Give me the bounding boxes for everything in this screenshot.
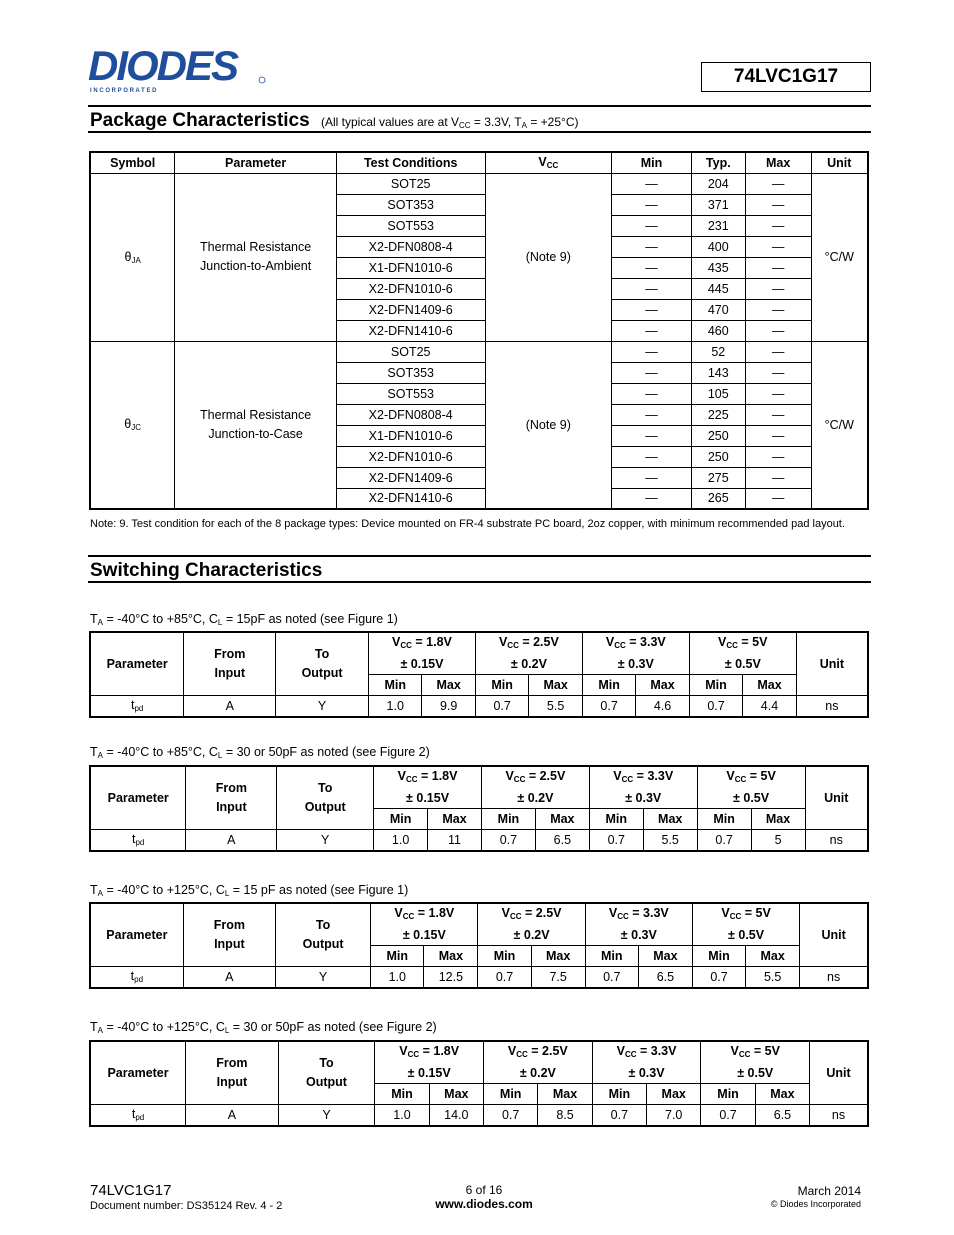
footer-date: March 2014 [797,1184,861,1198]
package-table-header [90,152,868,173]
col-test-conditions: Test Conditions [336,152,485,173]
value-cell: 4.4 [743,696,796,717]
max-cell: — [745,194,811,215]
max-cell: — [745,173,811,194]
min-cell: — [612,488,692,509]
col-max: Max [429,1084,483,1105]
test-condition-cell: X2-DFN0808-4 [336,236,485,257]
unit-cell: ns [800,967,868,988]
col-unit: Unit [805,766,868,830]
max-cell: — [745,341,811,362]
unit-cell: °C/W [811,341,868,509]
value-cell: 12.5 [424,967,478,988]
typ-cell: 231 [691,215,745,236]
unit-cell: ns [805,830,868,851]
col-vcc-group: $V_{CC} = 3.3V$ ± 0.3V [589,766,697,809]
col-vcc-group: $V_{CC} = 5V$ ± 0.5V [697,766,805,809]
value-cell: 6.5 [535,830,589,851]
max-cell: — [745,446,811,467]
min-cell: — [612,257,692,278]
typ-cell: 275 [691,467,745,488]
switching-section-title: Switching Characteristics [90,560,323,581]
value-cell: 5.5 [529,696,582,717]
col-vcc-group: $V_{CC} = 3.3V$ ± 0.3V [592,1041,701,1084]
value-cell: 0.7 [481,830,535,851]
switching-title-rule [88,581,871,583]
col-max: Max [424,946,478,967]
switching-header-row [90,766,868,809]
svg-text:DIODES: DIODES [88,46,238,89]
from-cell: A [184,696,276,717]
value-cell: 1.0 [368,696,421,717]
header-rule [88,105,871,107]
max-cell: — [745,488,811,509]
col-min: Min [697,809,751,830]
typ-cell: 400 [691,236,745,257]
typ-cell: 105 [691,383,745,404]
test-condition-cell: X2-DFN0808-4 [336,404,485,425]
max-cell: — [745,257,811,278]
test-condition-cell: X1-DFN1010-6 [336,257,485,278]
value-cell: 4.6 [636,696,689,717]
switching-table [89,902,869,989]
min-cell: — [612,173,692,194]
to-cell: Y [276,696,369,717]
col-parameter: Parameter [175,152,337,173]
col-min: Min [582,675,635,696]
col-max: Max [422,675,475,696]
max-cell: — [745,278,811,299]
value-cell: 5.5 [746,967,800,988]
col-symbol: Symbol [90,152,175,173]
col-max: Max [638,946,692,967]
col-unit: Unit [800,903,868,967]
col-parameter: Parameter [90,903,183,967]
value-cell: 7.0 [647,1105,701,1126]
min-cell: — [612,425,692,446]
col-max: Max [751,809,805,830]
value-cell: 0.7 [701,1105,755,1126]
switching-condition: $T_A = -40^\circ C$ to +125°C, $C_L = 15$ pF as noted (see Figure 1) [90,883,409,898]
col-vcc-group: $V_{CC} = 3.3V$ ± 0.3V [585,903,692,946]
package-table [89,151,869,510]
max-cell: — [745,362,811,383]
max-cell: — [745,467,811,488]
max-cell: — [745,404,811,425]
typ-cell: 371 [691,194,745,215]
col-max: Max [428,809,482,830]
test-condition-cell: SOT553 [336,383,485,404]
test-condition-cell: X2-DFN1410-6 [336,320,485,341]
col-min: Min [478,946,531,967]
to-cell: Y [278,1105,375,1126]
typ-cell: 265 [691,488,745,509]
col-unit: Unit [796,632,868,696]
typ-cell: 143 [691,362,745,383]
value-cell: 14.0 [429,1105,483,1126]
col-min: Min [612,152,692,173]
col-vcc-group: $V_{CC} = 1.8V$ ± 0.15V [374,766,482,809]
col-parameter: Parameter [90,632,184,696]
value-cell: 0.7 [697,830,751,851]
test-condition-cell: SOT553 [336,215,485,236]
parameter-cell: $t_{pd}$ [90,967,183,988]
col-vcc: $V_{CC}$ [485,152,612,173]
package-subtitle: (All typical values are at $V_{CC} = 3.3V$, $T_A = +25^\circ C$) [320,115,579,130]
min-cell: — [612,194,692,215]
col-typ: Typ. [691,152,745,173]
min-cell: — [612,278,692,299]
footer-doc-number: Document number: DS35124 Rev. 4 - 2 [90,1200,283,1212]
value-cell: 9.9 [422,696,475,717]
col-min: Min [374,809,428,830]
col-vcc-group: $V_{CC} = 5V$ ± 0.5V [701,1041,810,1084]
from-cell: A [183,967,275,988]
package-note: Note: 9. Test condition for each of the 8 package types: Device mounted on FR-4 substrate PC board, 2oz copper, with minimum recommended pad layout. [90,518,845,530]
col-max: Max [745,152,811,173]
col-to-output: To Output [278,1041,375,1105]
value-cell: 1.0 [374,830,428,851]
table-row [90,696,868,717]
switching-condition: $T_A = -40^\circ C$ to +125°C, $C_L = 30$ or 50pF as noted (see Figure 2) [90,1020,437,1035]
col-to-output: To Output [276,632,369,696]
vcc-cell: (Note 9) [485,341,612,509]
value-cell: 0.7 [484,1105,538,1126]
col-min: Min [481,809,535,830]
col-vcc-group: $V_{CC} = 1.8V$ ± 0.15V [371,903,478,946]
value-cell: 0.7 [585,967,638,988]
test-condition-cell: X2-DFN1409-6 [336,467,485,488]
footer-part: 74LVC1G17 [90,1182,172,1199]
parameter-cell: $t_{pd}$ [90,830,186,851]
parameter-cell: Thermal Resistance Junction-to-Ambient [175,173,337,341]
table-row [90,1105,868,1126]
col-min: Min [368,675,421,696]
col-max: Max [636,675,689,696]
table-row [90,830,868,851]
col-min: Min [484,1084,538,1105]
parameter-cell: $t_{pd}$ [90,1105,186,1126]
package-section-title: Package Characteristics (All typical values are at $V_{CC} = 3.3V$, $T_A = +25^\circ C$) [90,110,579,131]
col-max: Max [538,1084,592,1105]
value-cell: 0.7 [589,830,643,851]
part-number-box: 74LVC1G17 [701,62,871,92]
package-title-rule [88,131,871,133]
col-vcc-group: $V_{CC} = 2.5V$ ± 0.2V [478,903,585,946]
col-max: Max [643,809,697,830]
table-row [90,967,868,988]
footer-copyright: © Diodes Incorporated [770,1199,861,1209]
test-condition-cell: SOT25 [336,173,485,194]
min-cell: — [612,320,692,341]
parameter-cell: Thermal Resistance Junction-to-Case [175,341,337,509]
typ-cell: 435 [691,257,745,278]
unit-cell: ns [796,696,868,717]
max-cell: — [745,320,811,341]
value-cell: 0.7 [592,1105,646,1126]
col-max: Max [746,946,800,967]
value-cell: 6.5 [638,967,692,988]
value-cell: 0.7 [478,967,531,988]
col-vcc-group: $V_{CC} = 3.3V$ ± 0.3V [582,632,689,675]
value-cell: 5.5 [643,830,697,851]
col-min: Min [589,809,643,830]
col-min: Min [475,675,528,696]
col-max: Max [743,675,796,696]
min-cell: — [612,215,692,236]
col-vcc-group: $V_{CC} = 5V$ ± 0.5V [689,632,796,675]
value-cell: 0.7 [692,967,745,988]
test-condition-cell: X2-DFN1410-6 [336,488,485,509]
min-cell: — [612,362,692,383]
test-condition-cell: X2-DFN1010-6 [336,278,485,299]
min-cell: — [612,341,692,362]
col-to-output: To Output [277,766,374,830]
min-cell: — [612,404,692,425]
col-vcc-group: $V_{CC} = 5V$ ± 0.5V [692,903,799,946]
col-min: Min [692,946,745,967]
unit-cell: °C/W [811,173,868,341]
col-parameter: Parameter [90,1041,186,1105]
min-cell: — [612,383,692,404]
typ-cell: 225 [691,404,745,425]
test-condition-cell: X2-DFN1010-6 [336,446,485,467]
to-cell: Y [275,967,370,988]
col-unit: Unit [811,152,868,173]
test-condition-cell: SOT25 [336,341,485,362]
switching-table [89,1040,869,1127]
col-to-output: To Output [275,903,370,967]
test-condition-cell: SOT353 [336,362,485,383]
unit-cell: ns [810,1105,868,1126]
value-cell: 7.5 [531,967,585,988]
typ-cell: 470 [691,299,745,320]
switching-header-row [90,1041,868,1084]
test-condition-cell: SOT353 [336,194,485,215]
min-cell: — [612,446,692,467]
col-min: Min [592,1084,646,1105]
col-vcc-group: $V_{CC} = 2.5V$ ± 0.2V [481,766,589,809]
symbol-cell: $\theta_{JC}$ [90,341,175,509]
switching-condition: $T_A = -40^\circ C$ to +85°C, $C_L = 30$ or 50pF as noted (see Figure 2) [90,745,430,760]
parameter-cell: $t_{pd}$ [90,696,184,717]
typ-cell: 445 [691,278,745,299]
min-cell: — [612,467,692,488]
symbol-cell: $\theta_{JA}$ [90,173,175,341]
col-max: Max [755,1084,809,1105]
test-condition-cell: X2-DFN1409-6 [336,299,485,320]
col-parameter: Parameter [90,766,186,830]
max-cell: — [745,299,811,320]
value-cell: 11 [428,830,482,851]
col-max: Max [535,809,589,830]
col-from-input: From Input [184,632,276,696]
value-cell: 1.0 [375,1105,429,1126]
max-cell: — [745,425,811,446]
col-min: Min [701,1084,755,1105]
col-min: Min [585,946,638,967]
switching-table [89,631,869,718]
col-min: Min [371,946,424,967]
col-vcc-group: $V_{CC} = 2.5V$ ± 0.2V [475,632,582,675]
switching-top-rule [88,555,871,557]
typ-cell: 250 [691,446,745,467]
switching-header-row [90,632,868,675]
value-cell: 0.7 [582,696,635,717]
value-cell: 5 [751,830,805,851]
footer-page: 6 of 16 [465,1183,503,1197]
typ-cell: 250 [691,425,745,446]
min-cell: — [612,236,692,257]
col-min: Min [689,675,742,696]
typ-cell: 460 [691,320,745,341]
switching-header-row [90,903,868,946]
value-cell: 8.5 [538,1105,592,1126]
col-max: Max [531,946,585,967]
vcc-cell: (Note 9) [485,173,612,341]
svg-text:I N C O R P O R A T E D: I N C O R P O R A T E D [90,88,157,94]
col-max: Max [647,1084,701,1105]
table-row [90,341,868,362]
min-cell: — [612,299,692,320]
col-unit: Unit [810,1041,868,1105]
col-vcc-group: $V_{CC} = 1.8V$ ± 0.15V [368,632,475,675]
to-cell: Y [277,830,374,851]
col-vcc-group: $V_{CC} = 2.5V$ ± 0.2V [484,1041,593,1084]
footer-website[interactable]: www.diodes.com [435,1197,533,1211]
col-from-input: From Input [183,903,275,967]
value-cell: 6.5 [755,1105,809,1126]
col-max: Max [529,675,582,696]
col-min: Min [375,1084,429,1105]
col-from-input: From Input [186,766,277,830]
max-cell: — [745,215,811,236]
from-cell: A [186,830,277,851]
col-from-input: From Input [186,1041,279,1105]
max-cell: — [745,236,811,257]
value-cell: 1.0 [371,967,424,988]
typ-cell: 204 [691,173,745,194]
switching-condition: $T_A = -40^\circ C$ to +85°C, $C_L = 15pF$ as noted (see Figure 1) [90,612,398,627]
max-cell: — [745,383,811,404]
switching-table [89,765,869,852]
typ-cell: 52 [691,341,745,362]
table-row [90,173,868,194]
test-condition-cell: X1-DFN1010-6 [336,425,485,446]
col-vcc-group: $V_{CC} = 1.8V$ ± 0.15V [375,1041,484,1084]
from-cell: A [186,1105,279,1126]
value-cell: 0.7 [475,696,528,717]
value-cell: 0.7 [689,696,742,717]
diodes-logo [88,46,268,94]
